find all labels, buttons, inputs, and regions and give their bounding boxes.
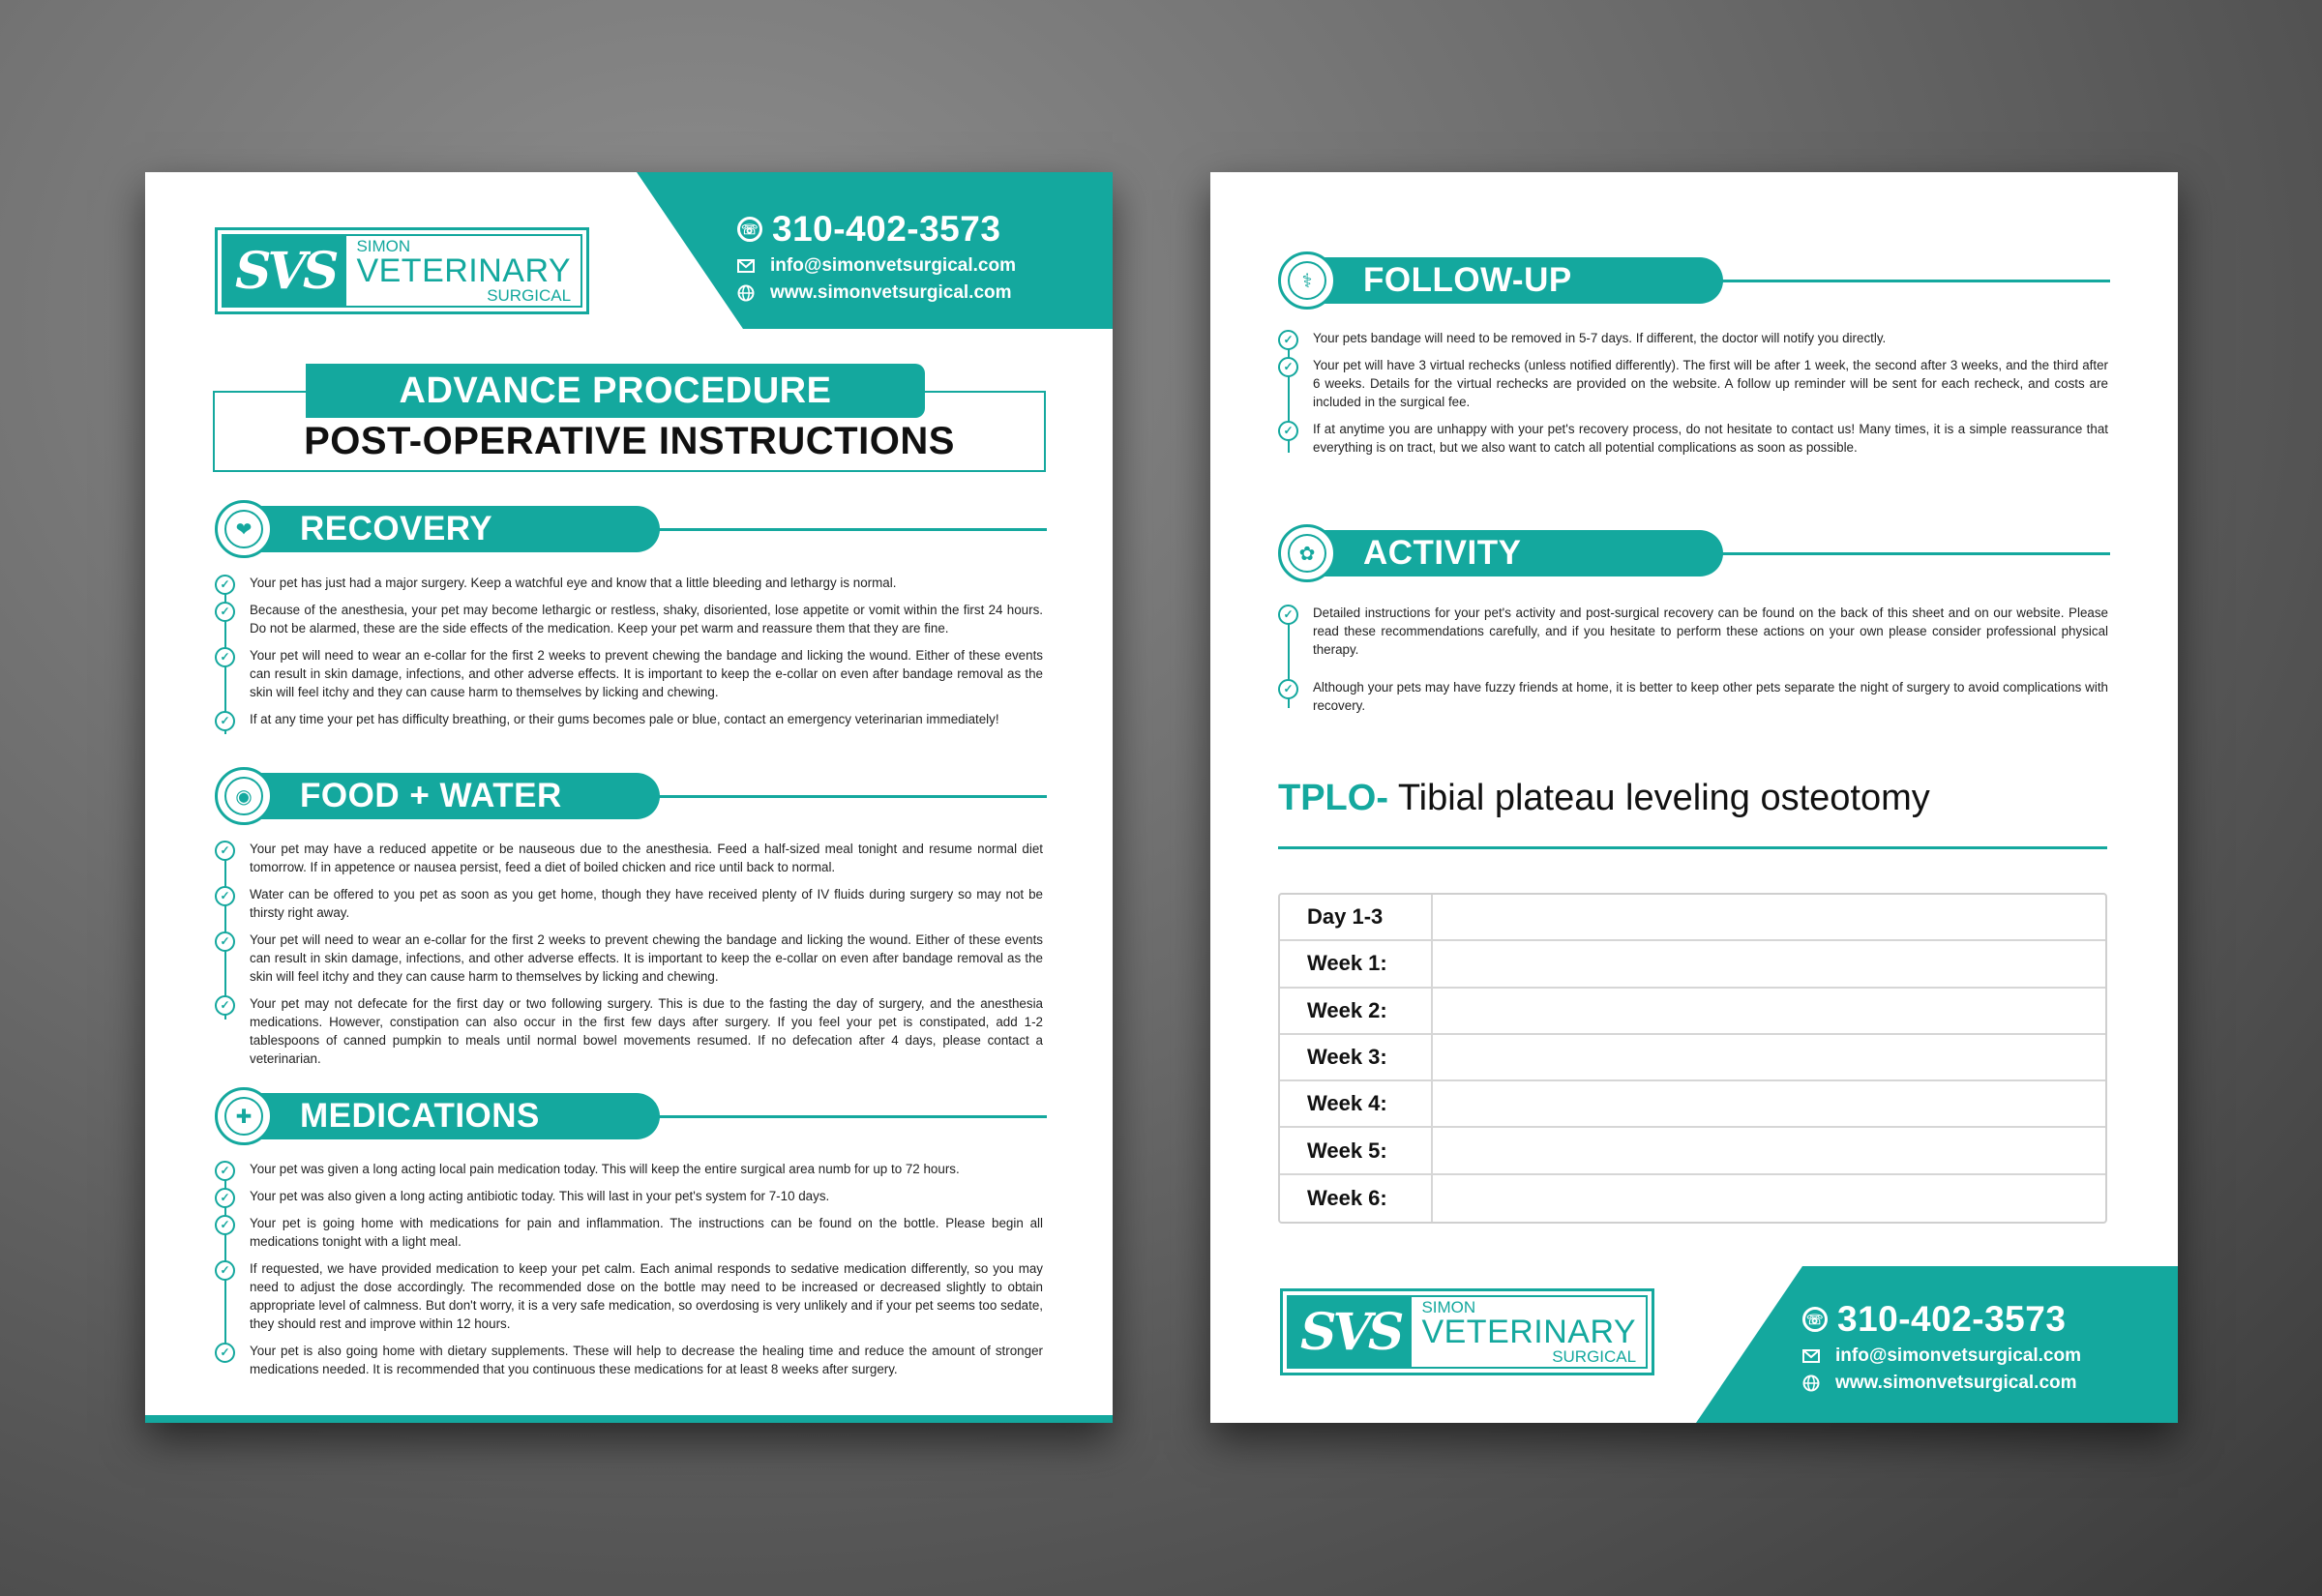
schedule-entry[interactable] [1433,1175,2105,1222]
check-icon: ✓ [1278,421,1298,441]
check-icon: ✓ [1278,330,1298,350]
check-icon: ✓ [215,1215,235,1235]
paw-heart-icon: ❤ [215,500,273,558]
check-icon: ✓ [215,1260,235,1281]
list-item: ✓ Your pet is also going home with dietary supplements. These will help to decrease the healing time and reduce the amount of stronger medications needed. It is recommended that you continuous these medications for at least 8 weeks after surgery. [215,1342,1043,1378]
phone-icon: ☏ [737,217,762,242]
logo [215,227,589,314]
section-header-medications [215,1087,1047,1145]
logo-mark: SVS [1289,1297,1412,1367]
activity-list [1278,604,2108,724]
list-item: ✓ Your pet will have 3 virtual rechecks (unless notified differently). The first will be after 1 week, the second after 3 weeks, and the third after 6 weeks. Details for the virtual rechecks are provided on the website. A follow up reminder will be sent for each recheck, and costs are included in the surgical fee. [1278,356,2108,411]
section-header-recovery [215,500,1047,558]
check-icon: ✓ [215,931,235,952]
front-page [145,172,1113,1423]
email-icon [1802,1349,1820,1363]
schedule-entry[interactable] [1433,895,2105,939]
footer-logo [1280,1288,1654,1375]
food-bowl-icon: ◉ [215,767,273,825]
list-item: ✓ Your pet will need to wear an e-collar for the first 2 weeks to prevent chewing the bandage and licking the wound. Either of these events can result in skin damage, infections, and other adverse effects. It is important to keep the e-collar on even after bandage removal as the skin will feel itchy and they can cause harm to themselves by licking and chewing. [215,646,1043,701]
list-item: ✓ Your pet may have a reduced appetite or be nauseous due to the anesthesia. Feed a half-sized meal tonight and resume normal diet tomorrow. If in appetence or nausea persist, feed a diet of boiled chicken and rice until back to normal. [215,840,1043,876]
check-icon: ✓ [215,575,235,595]
list-item: ✓ Your pet will need to wear an e-collar for the first 2 weeks to prevent chewing the bandage and licking the wound. Either of these events can result in skin damage, infections, and other adverse effects. It is important to keep the e-collar on even after bandage removal as the skin will feel itchy and they can cause harm to themselves by licking and chewing. [215,931,1043,986]
check-icon: ✓ [215,711,235,731]
table-row: Week 3: [1280,1035,2105,1081]
website: www.simonvetsurgical.com [770,282,1012,303]
table-row: Week 1: [1280,941,2105,988]
phone-number: 310-402-3573 [772,209,1001,249]
title-tab: ADVANCE PROCEDURE [306,364,925,418]
check-icon: ✓ [215,602,235,622]
schedule-entry[interactable] [1433,1035,2105,1079]
check-icon: ✓ [215,841,235,861]
header-contact [737,209,1057,304]
check-icon: ✓ [215,1188,235,1208]
list-item: ✓ Your pet was also given a long acting antibiotic today. This will last in your pet's system for 7-10 days. [215,1187,1043,1205]
tplo-full: Tibial plateau leveling osteotomy [1397,778,1930,818]
list-item: ✓ If at any time your pet has difficulty breathing, or their gums becomes pale or blue, contact an emergency veterinarian immediately! [215,710,1043,728]
section-title: ACTIVITY [1297,530,1723,576]
logo-line1: SIMON [1421,1298,1476,1316]
list-item: ✓ Your pet has just had a major surgery. Keep a watchful eye and know that a little bleeding and lethargy is normal. [215,574,1043,592]
logo-mark: SVS [223,236,346,306]
table-row: Week 5: [1280,1128,2105,1174]
logo-line1: SIMON [356,237,411,255]
list-item: ✓ Your pet was given a long acting local pain medication today. This will keep the entire surgical area numb for up to 72 hours. [215,1160,1043,1178]
section-header-followup [1278,251,2110,310]
list-item: ✓ Water can be offered to you pet as soon as you get home, though they have received plenty of IV fluids during surgery so may not be thirsty right away. [215,885,1043,922]
food-list [215,840,1043,1077]
phone-number: 310-402-3573 [1837,1299,2067,1339]
followup-list [1278,329,2108,465]
list-item: ✓ Detailed instructions for your pet's activity and post-surgical recovery can be found on the back of this sheet and on our website. Please read these recommendations carefully, and if you hesitate to perform these actions on your own please consider professional physical therapy. [1278,604,2108,659]
page-title: POST-OPERATIVE INSTRUCTIONS [304,420,955,462]
paw-icon: ✿ [1278,524,1336,582]
schedule-entry[interactable] [1433,941,2105,986]
medications-list [215,1160,1043,1387]
list-item: ✓ Although your pets may have fuzzy friends at home, it is better to keep other pets separate the night of surgery to avoid complications with recovery. [1278,678,2108,715]
footer-band [145,1415,1113,1423]
schedule-entry[interactable] [1433,989,2105,1033]
globe-icon [1802,1374,1820,1392]
website: www.simonvetsurgical.com [1835,1373,2077,1393]
tplo-abbr: TPLO- [1278,778,1388,818]
phone-icon: ☏ [1802,1307,1828,1332]
check-icon: ✓ [1278,679,1298,699]
schedule-entry[interactable] [1433,1128,2105,1172]
footer-contact [1802,1299,2122,1394]
tplo-heading [1278,778,1930,819]
section-header-food [215,767,1047,825]
list-item: ✓ Your pet is going home with medications for pain and inflammation. The instructions can be found on the bottle. Please begin all medications tonight with a light meal. [215,1214,1043,1251]
check-icon: ✓ [1278,357,1298,377]
back-page [1210,172,2178,1423]
section-title: RECOVERY [234,506,660,552]
email-address: info@simonvetsurgical.com [770,255,1016,276]
list-item: ✓ Because of the anesthesia, your pet may become lethargic or restless, shaky, disoriented, lose appetite or vomit within the first 24 hours. Do not be alarmed, these are the side effects of the medication. Keep your pet warm and reassure them that they are fine. [215,601,1043,637]
section-title: MEDICATIONS [234,1093,660,1139]
globe-icon [737,284,755,302]
check-icon: ✓ [215,1161,235,1181]
stethoscope-icon: ⚕ [1278,251,1336,310]
medical-kit-icon: ✚ [215,1087,273,1145]
table-row: Day 1-3 [1280,895,2105,941]
table-row: Week 2: [1280,989,2105,1035]
check-icon: ✓ [1278,605,1298,625]
check-icon: ✓ [215,995,235,1016]
check-icon: ✓ [215,1343,235,1363]
logo-line3: SURGICAL [487,286,572,305]
list-item: ✓ If at anytime you are unhappy with your pet's recovery process, do not hesitate to contact us! Many times, it is a simple reassurance that everything is on tract, but we also want to catch all potential complications as soon as possible. [1278,420,2108,457]
section-header-activity [1278,524,2110,582]
recovery-list [215,574,1043,737]
logo-line3: SURGICAL [1552,1347,1637,1366]
section-title: FOLLOW-UP [1297,257,1723,304]
list-item: ✓ Your pet may not defecate for the first day or two following surgery. This is due to the fasting the day of surgery, and the anesthesia medications. However, constipation can also occur in the first few days after surgery. If you feel your pet is constipated, add 1-2 tablespoons of canned pumpkin to meals until normal bowel movements resumed. If no defecation after 4 days, please contact a veterinarian. [215,994,1043,1068]
list-item: ✓ If requested, we have provided medication to keep your pet calm. Each animal responds to sedative medication differently, so you may need to adjust the dose accordingly. The recommended dose on the bottle may need to be increased or decreased slightly to obtain appropriate level of calmness. But don't worry, it is a very safe medication, so overdosing is very unlikely and if your pet seems too sedate, they should rest and improve within 12 hours. [215,1259,1043,1333]
section-title: FOOD + WATER [234,773,660,819]
check-icon: ✓ [215,647,235,667]
check-icon: ✓ [215,886,235,906]
divider [1278,846,2107,849]
email-icon [737,259,755,273]
schedule-entry[interactable] [1433,1081,2105,1126]
logo-line2: VETERINARY [356,252,572,289]
list-item: ✓ Your pets bandage will need to be removed in 5-7 days. If different, the doctor will notify you directly. [1278,329,2108,347]
email-address: info@simonvetsurgical.com [1835,1345,2081,1366]
recovery-schedule-table [1278,893,2107,1224]
table-row: Week 6: [1280,1175,2105,1222]
table-row: Week 4: [1280,1081,2105,1128]
logo-line2: VETERINARY [1421,1314,1637,1350]
